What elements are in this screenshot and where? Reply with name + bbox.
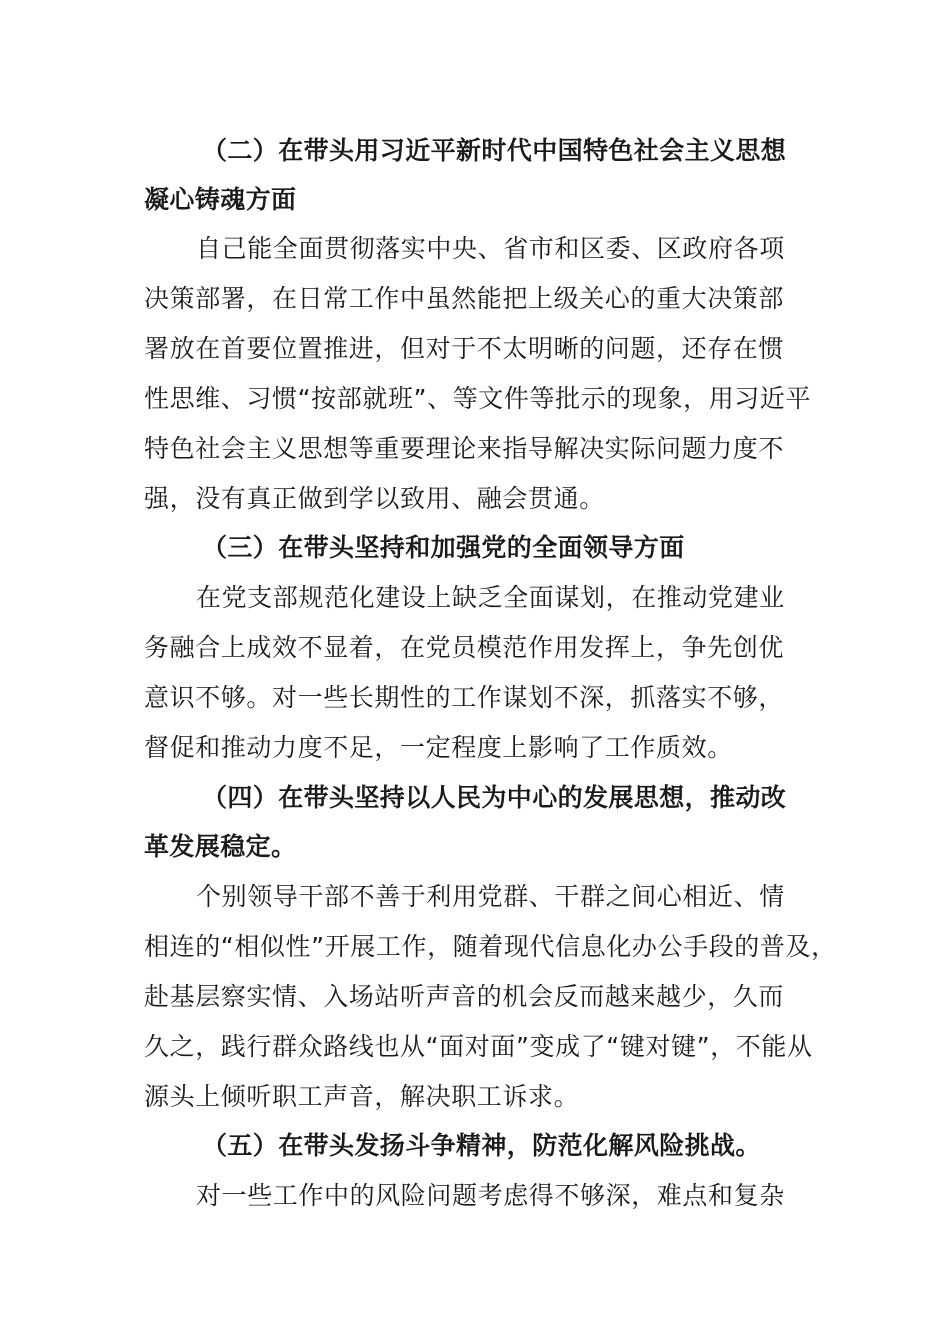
section-heading-5: （五）在带头发扬斗争精神，防范化解风险挑战。 [202,1131,761,1160]
paragraph-line: 久之，践行群众路线也从“面对面”变成了“键对键”，不能从 [144,1032,813,1061]
paragraph-line: 在党支部规范化建设上缺乏全面谋划，在推动党建业 [196,583,785,612]
paragraph-line: 务融合上成效不显着，在党员模范作用发挥上，争先创优 [144,633,785,662]
paragraph-line: 个别领导干部不善于利用党群、干群之间心相近、情 [196,882,785,911]
paragraph-line: 决策部署，在日常工作中虽然能把上级关心的重大决策部 [144,284,785,313]
paragraph-line: 意识不够。对一些长期性的工作谋划不深，抓落实不够， [144,683,785,712]
section-heading-4-line-2: 革发展稳定。 [144,832,297,861]
paragraph-line: 源头上倾听职工声音，解决职工诉求。 [144,1082,580,1111]
section-heading-2-line-1: （二）在带头用习近平新时代中国特色社会主义思想 [202,136,787,165]
paragraph-line: 性思维、习惯“按部就班”、等文件等批示的现象，用习近平 [144,384,812,413]
paragraph-line: 赴基层察实情、入场站听声音的机会反而越来越少，久而 [144,982,785,1011]
paragraph-line: 督促和推动力度不足，一定程度上影响了工作质效。 [144,733,733,762]
paragraph-line: 强，没有真正做到学以致用、融会贯通。 [144,484,605,513]
section-heading-4-line-1: （四）在带头坚持以人民为中心的发展思想，推动改 [202,783,787,812]
paragraph-line: 自己能全面贯彻落实中央、省市和区委、区政府各项 [196,234,785,263]
paragraph-line: 相连的“相似性”开展工作，随着现代信息化办公手段的普及， [144,932,837,961]
section-heading-3: （三）在带头坚持和加强党的全面领导方面 [202,533,685,562]
section-heading-2-line-2: 凝心铸魂方面 [144,185,297,214]
paragraph-line: 署放在首要位置推进，但对于不太明晰的问题，还存在惯 [144,334,785,363]
paragraph-line: 对一些工作中的风险问题考虑得不够深，难点和复杂 [196,1181,785,1210]
paragraph-line: 特色社会主义思想等重要理论来指导解决实际问题力度不 [144,434,785,463]
